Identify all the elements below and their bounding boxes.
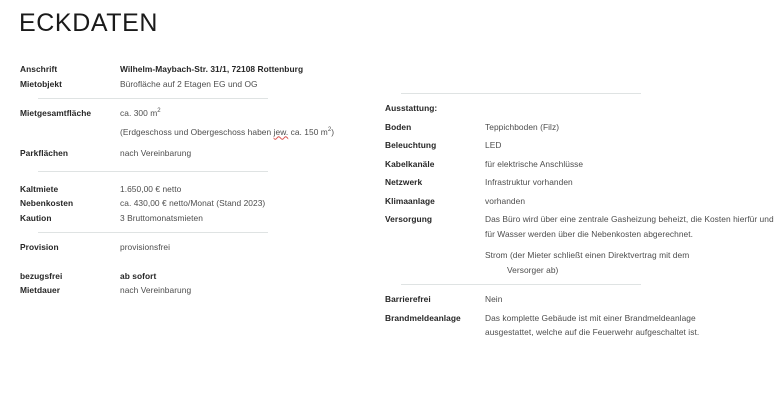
table-row <box>385 175 775 190</box>
table-row <box>385 120 775 135</box>
row-value: provisionsfrei <box>120 242 171 252</box>
spacer <box>20 233 365 240</box>
table-row <box>20 77 365 92</box>
row-value: LED <box>485 140 502 150</box>
page-title: ECKDATEN <box>19 9 159 37</box>
row-value: für elektrische Anschlüsse <box>485 158 584 169</box>
row-label: Barrierefrei <box>385 294 431 304</box>
table-row <box>385 248 775 277</box>
misspelled-word: jew. <box>273 126 289 137</box>
spacer <box>385 94 775 101</box>
group-konditionen <box>20 240 365 298</box>
table-row <box>385 212 775 241</box>
row-label: Versorgung <box>385 214 433 224</box>
row-value: Bürofläche auf 2 Etagen EG und OG <box>120 78 258 89</box>
row-value: vorhanden <box>485 195 526 206</box>
row-label: Klimaanlage <box>385 195 435 206</box>
left-column <box>20 62 365 298</box>
section-heading: Ausstattung: <box>385 103 438 113</box>
row-value: Nein <box>485 294 503 304</box>
spacer <box>20 99 365 106</box>
spacer <box>20 91 365 98</box>
table-row <box>385 138 775 153</box>
row-value: Das Büro wird über eine zentrale Gasheizung beheizt, die Kosten hierfür und für Wasser werden über die Nebenkosten abgerechnet. <box>485 214 774 239</box>
row-value: 1.650,00 € netto <box>120 183 182 194</box>
row-label: Mietdauer <box>20 285 61 295</box>
table-row <box>20 269 365 284</box>
table-row <box>20 283 365 298</box>
row-label: Brandmeldeanlage <box>385 312 461 323</box>
table-row <box>20 62 365 77</box>
row-label: Parkflächen <box>20 148 69 158</box>
row-value: ca. 300 $m^2$ <box>120 108 161 118</box>
table-row <box>20 196 365 211</box>
row-label: Kabelkanäle <box>385 158 435 169</box>
row-label: Provision <box>20 242 59 252</box>
row-label: Kaution <box>20 212 52 223</box>
group-sicherheit <box>385 292 775 340</box>
row-value: Teppichboden (Filz) <box>485 121 560 132</box>
spacer <box>20 255 365 269</box>
row-label: Anschrift <box>20 64 58 74</box>
spacer <box>20 161 365 171</box>
spacer <box>385 285 775 292</box>
group-heading-row <box>385 101 775 116</box>
row-value-line2: Versorger ab) <box>507 264 559 275</box>
table-row <box>20 106 365 121</box>
row-value-line1: Strom (der Mieter schließt einen Direktvertrag mit dem <box>485 250 690 260</box>
row-label: bezugsfrei <box>20 270 63 281</box>
row-label: Nebenkosten <box>20 198 74 208</box>
group-objekt <box>20 62 365 91</box>
right-column <box>385 93 775 340</box>
row-value: ca. 430,00 € netto/Monat (Stand 2023) <box>120 198 266 208</box>
row-value: nach Vereinbarung <box>120 285 192 295</box>
row-label: Mietobjekt <box>20 78 62 89</box>
spacer <box>20 172 365 182</box>
row-value: Das komplette Gebäude ist mit einer Brandmeldeanlage ausgestattet, welche auf die Feuerwehr aufgeschaltet ist. <box>485 312 700 337</box>
row-label: Kaltmiete <box>20 183 59 194</box>
row-value: ab sofort <box>120 270 157 281</box>
table-row <box>20 240 365 255</box>
table-row <box>385 194 775 209</box>
row-value: nach Vereinbarung <box>120 148 192 158</box>
row-value: (Erdgeschoss und Obergeschoss haben jew. ca. 150 $m^2$) <box>120 126 335 137</box>
row-label: Boden <box>385 121 412 132</box>
table-row <box>20 182 365 197</box>
table-row <box>385 311 775 340</box>
table-row <box>20 125 365 140</box>
row-label: Netzwerk <box>385 177 423 187</box>
table-row <box>20 146 365 161</box>
row-label: Mietgesamtfläche <box>20 108 92 118</box>
table-row <box>385 157 775 172</box>
spacer <box>20 225 365 232</box>
spacer <box>385 241 775 248</box>
row-value: Wilhelm-Maybach-Str. 31/1, 72108 Rottenburg <box>120 64 304 74</box>
table-row <box>385 292 775 307</box>
table-row <box>20 211 365 226</box>
spacer <box>20 139 365 146</box>
spacer <box>385 277 775 284</box>
group-ausstattung <box>385 101 775 277</box>
row-value: Infrastruktur vorhanden <box>485 177 573 187</box>
row-value: 3 Bruttomonatsmieten <box>120 212 203 223</box>
row-label: Beleuchtung <box>385 140 437 150</box>
row-value <box>485 248 775 277</box>
group-kosten <box>20 182 365 226</box>
group-flaeche <box>20 106 365 161</box>
